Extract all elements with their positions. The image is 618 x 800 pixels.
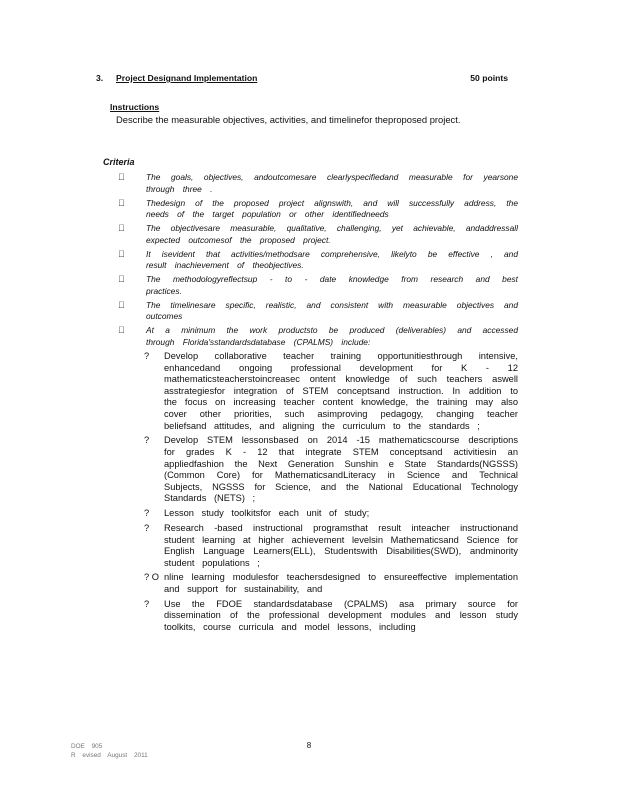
deliverable-item [144, 572, 518, 595]
deliverable-marker: ? [144, 522, 150, 533]
deliverable-text: Research -based instructional programsthat result inteacher instructionand student learning at higher achievement levelsin Mathematicsand Science for English Language Learners(ELL), Studentswith Disabilities(SWD), andminority student populations ; [164, 522, 518, 568]
criteria-item [118, 249, 518, 272]
bullet-icon [118, 274, 146, 297]
deliverable-item [144, 351, 518, 432]
deliverables-list [144, 351, 518, 634]
criteria-item-text: The timelinesare specific, realistic, and consistent with measurable objectives and outcomes [146, 299, 518, 322]
deliverable-text: Use the FDOE standardsdatabase (CPALMS) asa primary source for dissemination of the professional development modules and lesson study toolkits, course curricula and model lessons, including [164, 598, 518, 633]
deliverable-item [144, 599, 518, 634]
instructions-text: Describe the measurable objectives, activities, and timelinefor theproposed project. [116, 114, 461, 125]
bullet-icon [118, 300, 146, 323]
criteria-item-text: The goals, objectives, andoutcomesare clearlyspecifiedand measurable for yearsone through three . [146, 172, 518, 194]
criteria-item [118, 325, 518, 348]
page-number: 8 [306, 741, 312, 750]
criteria-item-text: At a minimum the work productsto be produced (deliverables) and accessed through Florida'sstandardsdatabase (CPALMS) include: [146, 325, 518, 348]
deliverable-text: Develop collaborative teacher training opportunitiesthrough intensive, enhancedand ongoing professional development for K - 12 mathematicsteacherstoincreasec ontent knowledge of such teachers aswell asstrategiesfor integration of STEM conceptsand instruction. In addition to the focus on increasing teacher content knowledge, the training may also cover other priorities, such asimproving pedagogy, changing teacher beliefsand attitudes, and aligning the curriculum to the standards ; [164, 351, 518, 431]
deliverable-item [144, 435, 518, 505]
criteria-item [118, 198, 518, 221]
bullet-icon [118, 249, 146, 272]
criteria-item-text: It isevident that activities/methodsare comprehensive, likelyto be effective , and result inachievement of theobjectives. [146, 248, 518, 271]
bullet-icon [118, 223, 146, 246]
criteria-item-text: The objectivesare measurable, qualitative, challenging, yet achievable, andaddressall expected outcomesof the proposed project. [146, 223, 518, 245]
section-title: Project Designand Implementation [116, 73, 258, 83]
criteria-item-text: Thedesign of the proposed project alignswith, and will successfully address, the needs of the target population or other identifiedneeds [146, 197, 518, 220]
deliverable-marker: ? O [144, 572, 159, 583]
criteria-item-text: The methodologyreflectsup - to - date knowledge from research and best practices. [146, 274, 518, 296]
deliverable-text: nline learning modulesfor teachersdesigned to ensureeffective implementation and support for sustainability, and [164, 572, 518, 595]
bullet-icon [118, 198, 146, 221]
deliverable-marker: ? [144, 508, 150, 519]
deliverable-item [144, 523, 518, 569]
criteria-item [118, 274, 518, 297]
criteria-list [118, 172, 518, 637]
bullet-icon [118, 172, 146, 195]
deliverable-marker: ? [144, 351, 150, 362]
deliverable-marker: ? [144, 435, 150, 446]
deliverable-item [144, 508, 518, 520]
instructions-label: Instructions [110, 102, 160, 112]
section-number: 3. [96, 73, 104, 83]
section-points: 50 points [470, 73, 508, 83]
criteria-item [118, 172, 518, 195]
criteria-item [118, 300, 518, 323]
section-heading [96, 73, 508, 83]
criteria-label: Criteria [103, 157, 135, 167]
deliverable-marker: ? [144, 598, 150, 609]
footer-doc-id: DOE 905 [71, 743, 103, 750]
criteria-item [118, 223, 518, 246]
deliverable-text: Lesson study toolkitsfor each unit of study; [164, 508, 370, 519]
deliverable-text: Develop STEM lessonsbased on 2014 -15 mathematicscourse descriptions for grades K - 12 that integrate STEM conceptsand activitiesin an appliedfashion the Next Generation Sunshin e State Standards(NGSSS) (Common Core) for MathematicsandLiteracy in Science and Technical Subjects, NGSSS for Science, and the National Educational Technology Standards (NETS) ; [164, 435, 518, 504]
footer-revised: R evised August 2011 [71, 752, 148, 759]
bullet-icon [118, 325, 146, 348]
